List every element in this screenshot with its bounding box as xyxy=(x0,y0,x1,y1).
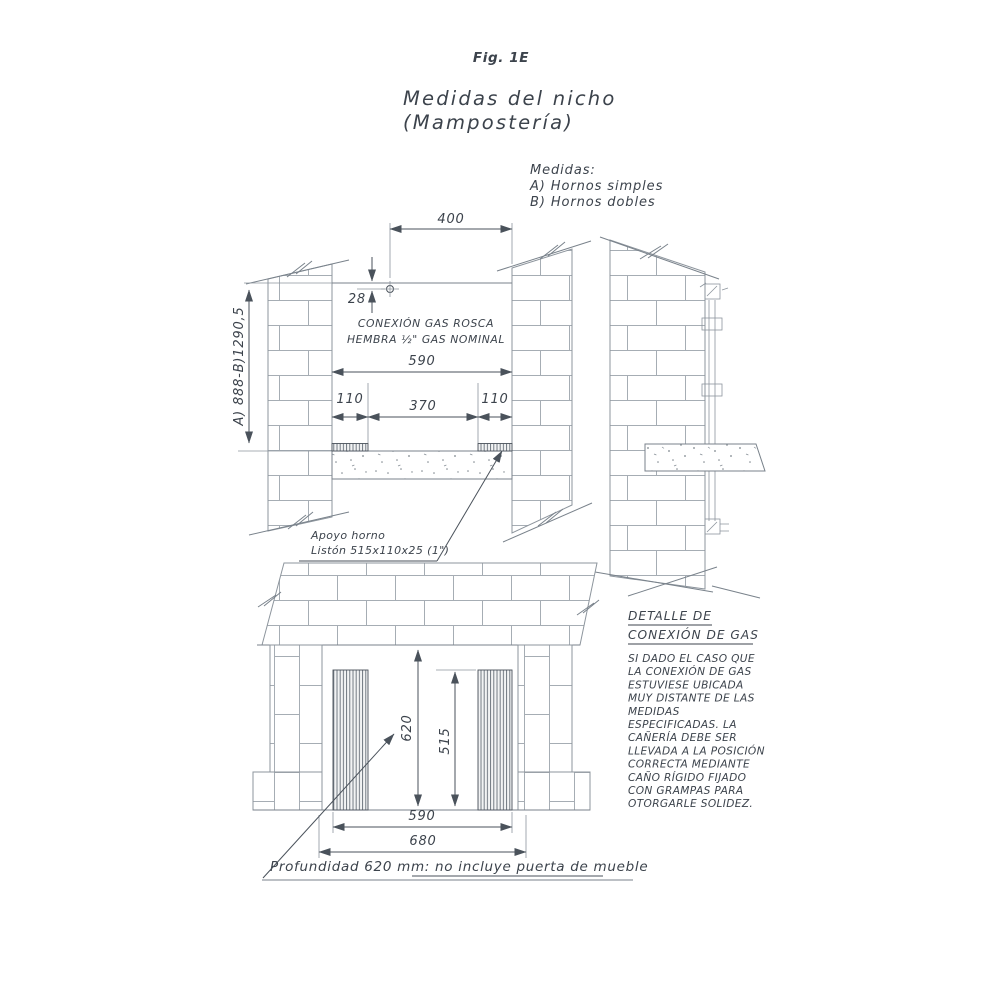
side-wall-bricks xyxy=(610,240,705,589)
detail-body-line: CON GRAMPAS PARA xyxy=(628,785,744,797)
plan-left-wall-bricks xyxy=(270,645,322,772)
drawing-subtitle: (Mampostería) xyxy=(403,111,575,134)
side-view xyxy=(595,237,765,598)
dim-height xyxy=(232,290,249,443)
concrete-slab-side xyxy=(645,444,765,471)
detail-body-line: LLEVADA A LA POSICIÓN xyxy=(628,745,765,758)
back-wall-band-bricks xyxy=(262,563,597,645)
dim-590-label: 590 xyxy=(408,354,436,369)
detail-heading-line2: CONEXIÓN DE GAS xyxy=(628,628,759,642)
detail-body-line: MUY DISTANTE DE LAS xyxy=(628,692,755,705)
detail-body-line: MEDIDAS xyxy=(628,705,680,718)
legend-item-a: A) Hornos simples xyxy=(530,179,664,194)
plan-support-strip-right xyxy=(478,670,512,810)
plan-view xyxy=(253,563,599,858)
dim-chain-110-370-110 xyxy=(332,383,512,443)
dim-28 xyxy=(348,257,385,313)
dim-400 xyxy=(390,212,512,278)
front-left-wall-bricks xyxy=(268,264,332,531)
gas-note-line1: CONEXIÓN GAS ROSCA xyxy=(357,317,495,330)
detail-body-line: SI DADO EL CASO QUE xyxy=(628,653,755,665)
fig-label: Fig. 1E xyxy=(472,50,530,66)
detail-body-line: CAÑO RÍGIDO FIJADO xyxy=(628,771,747,784)
plan-support-strip-left xyxy=(333,670,368,810)
front-view xyxy=(232,212,592,561)
detail-body-line: LA CONEXIÓN DE GAS xyxy=(628,666,752,679)
dim-400-label: 400 xyxy=(437,212,465,227)
dim-515 xyxy=(438,672,455,806)
detail-heading-line1: DETALLE DE xyxy=(628,609,712,623)
dim-590-bottom-label: 590 xyxy=(408,809,436,824)
dim-28-label: 28 xyxy=(347,292,366,307)
plan-right-wall-bricks xyxy=(518,645,572,772)
detail-body-line: CAÑERÍA DEBE SER xyxy=(628,732,737,745)
dim-110-right-label: 110 xyxy=(481,392,509,407)
support-note-line2: Listón 515x110x25 (1") xyxy=(311,544,450,557)
oven-support-strip-right xyxy=(478,444,512,452)
dim-620 xyxy=(400,650,418,806)
legend-item-b: B) Hornos dobles xyxy=(530,195,656,210)
detail-note-block xyxy=(628,609,765,810)
support-note-line1: Apoyo horno xyxy=(311,529,386,542)
front-right-wall-bricks xyxy=(512,249,572,533)
dim-110-left-label: 110 xyxy=(336,392,364,407)
dim-620-label: 620 xyxy=(400,714,415,742)
pipe-elbow-bottom xyxy=(705,519,729,534)
depth-note-text xyxy=(270,859,648,875)
detail-body-line: CORRECTA MEDIANTE xyxy=(628,758,751,771)
dim-515-label: 515 xyxy=(438,727,453,755)
dim-590-plan xyxy=(333,809,512,833)
dim-590-front xyxy=(332,354,512,372)
detail-body-line: ESPECIFICADAS. LA xyxy=(628,719,737,731)
plan-left-wall-foot xyxy=(253,772,322,810)
dim-height-label: A) 888-B)1290,5 xyxy=(232,306,247,426)
depth-note-plain: Profundidad 620 mm: xyxy=(270,859,436,875)
header xyxy=(403,50,663,210)
dim-370-label: 370 xyxy=(409,399,437,414)
plan-right-wall-foot xyxy=(518,772,590,810)
oven-support-strip-left xyxy=(332,444,368,452)
legend-header: Medidas: xyxy=(530,163,596,178)
gas-note-line2: HEMBRA ½" GAS NOMINAL xyxy=(346,333,506,346)
drawing-title: Medidas del nicho xyxy=(403,87,617,110)
dim-680-label: 680 xyxy=(409,834,437,849)
depth-note-underlined: no incluye puerta de mueble xyxy=(435,859,649,875)
detail-body-line: OTORGARLE SOLIDEZ. xyxy=(628,798,754,811)
concrete-slab-front xyxy=(332,451,512,479)
detail-body-line: ESTUVIESE UBICADA xyxy=(628,679,744,692)
